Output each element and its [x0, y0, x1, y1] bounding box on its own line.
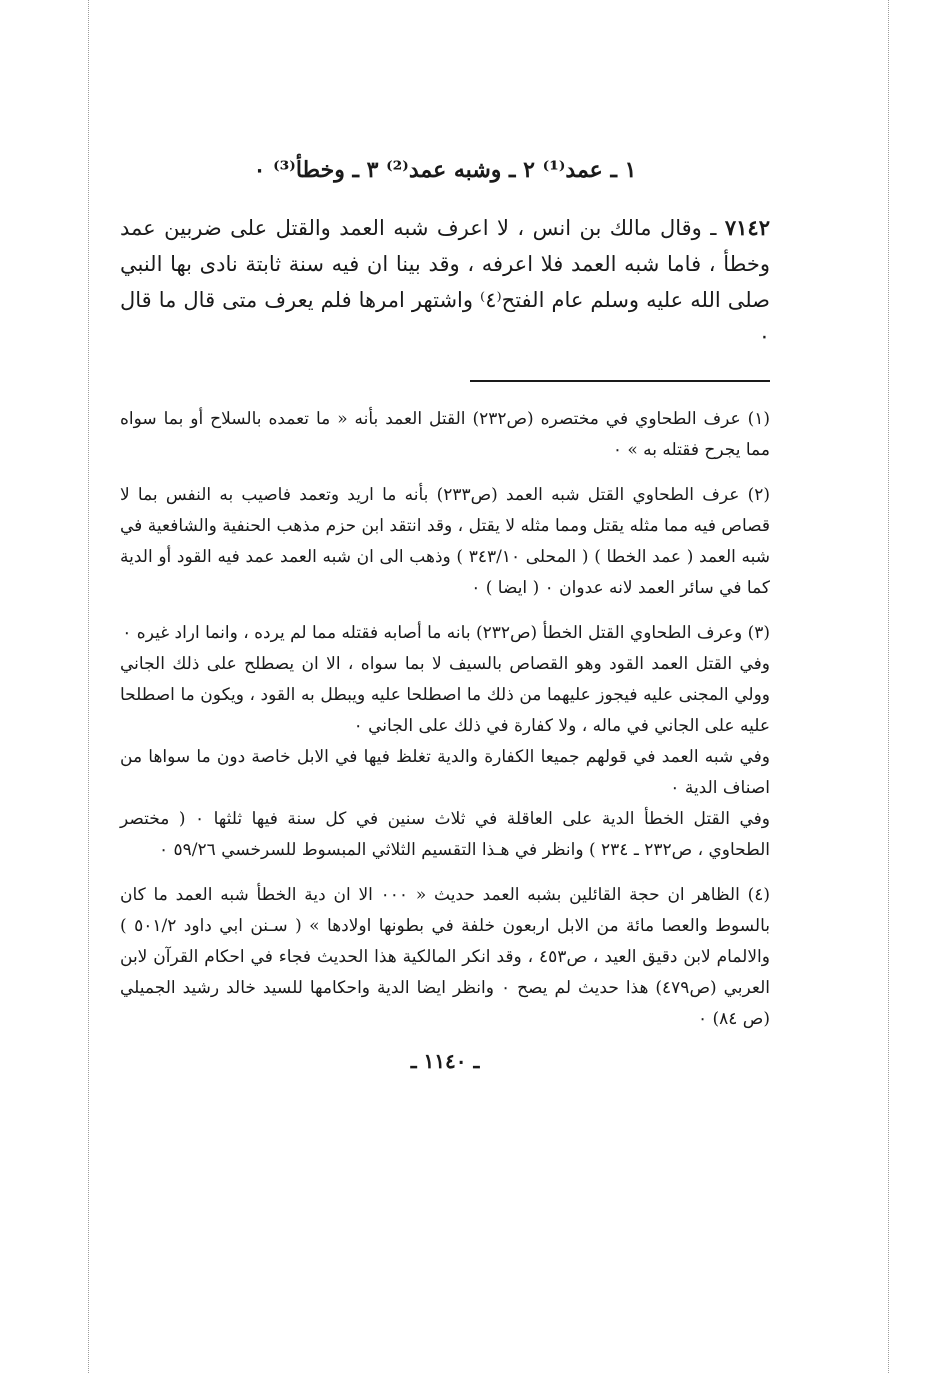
book-page [120, 150, 770, 1073]
scan-edge-left [88, 0, 89, 1373]
footnote-3-paragraph: وفي القتل العمد القود وهو القصاص بالسيف لا بما سواه ، الا ان يصطلح على ذلك الجاني وولي المجنى عليه فيجوز عليهما من ذلك ما اصطلحا عليه ويبطل به القود ، ويكون ما اصطلحا عليه على الجاني في ماله ، ولا كفارة في ذلك على الجاني ٠ [120, 654, 770, 736]
footnote-1: (١) عرف الطحاوي في مختصره (ص٢٣٢) القتل العمد بأنه « ما تعمده بالسلاح أو بما سواه مما يجرح فقتله به » ٠ [120, 409, 770, 460]
footnote-3 [120, 618, 770, 866]
scan-edge-right [888, 0, 889, 1373]
page-heading: ١ ـ عمد⁽¹⁾ ٢ ـ وشبه عمد⁽²⁾ ٣ ـ وخطأ⁽³⁾ ٠ [253, 157, 637, 183]
footnote-divider [470, 380, 770, 382]
main-paragraph [120, 210, 770, 354]
paragraph-number: ٧١٤٢ [724, 215, 770, 240]
footnote-3-paragraph: وفي شبه العمد في قولهم جميعا الكفارة والدية تغلظ فيها في الابل خاصة دون ما سواها من اصناف الدية ٠ [120, 747, 770, 798]
footnote-3-lead: (٣) وعرف الطحاوي القتل الخطأ (ص٢٣٢) بانه ما أصابه فقتله مما لم يرده ، وانما اراد غيره ٠ [122, 623, 770, 643]
footnote-3-paragraph: وفي القتل الخطأ الدية على العاقلة في ثلاث سنين في كل سنة فيها ثلثها ٠ ( مختصر الطحاوي ، ص٢٣٢ ـ ٢٣٤ ) وانظر في هـذا التقسيم الثلاثي المبسوط للسرخسي ٥٩/٢٦ ٠ [120, 809, 770, 860]
paragraph-text: ـ وقال مالك بن انس ، لا اعرف شبه العمد والقتل على ضربين عمد وخطأ ، فاما شبه العمد فلا اعرفه ، وقد بينا ان فيه سنة ثابتة نادى بها النبي صلى الله عليه وسلم عام الفتح⁽٤⁾ واشتهر امرها فلم يعرف متى قال ما قال ٠ [120, 216, 771, 348]
page-number: ـ ١١٤٠ ـ [410, 1049, 480, 1073]
footnote-2: (٢) عرف الطحاوي القتل شبه العمد (ص٢٣٣) بأنه ما اريد وتعمد فاصيب به النفس بما لا قصاص فيه مما مثله يقتل ومما مثله لا يقتل ، وقد انتقد ابن حزم مذهب الحنفية والشافعية في شبه العمد ( عمد الخطا ) ( المحلى ٣٤٣/١٠ ) وذهب الى ان شبه العمد عمد فيه القود أو الدية كما في سائر العمد لانه عدوان ٠ ( ايضا ) ٠ [120, 485, 770, 598]
footnote-4: (٤) الظاهر ان حجة القائلين بشبه العمد حديث « ٠٠٠ الا ان دية الخطأ شبه العمد ما كان بالسوط والعصا مائة من الابل اربعون خلفة في بطونها اولادها » ( سـنن ابي داود ٥٠١/٢ ) والالمام لابن دقيق العيد ، ص٤٥٣ ، وقد انكر المالكية هذا الحديث فجاء في احكام القرآن لابن العربي (ص٤٧٩) هذا حديث لم يصح ٠ وانظر ايضا الدية واحكامها للسيد خالد رشيد الجميلي (ص ٨٤) ٠ [120, 885, 771, 1029]
